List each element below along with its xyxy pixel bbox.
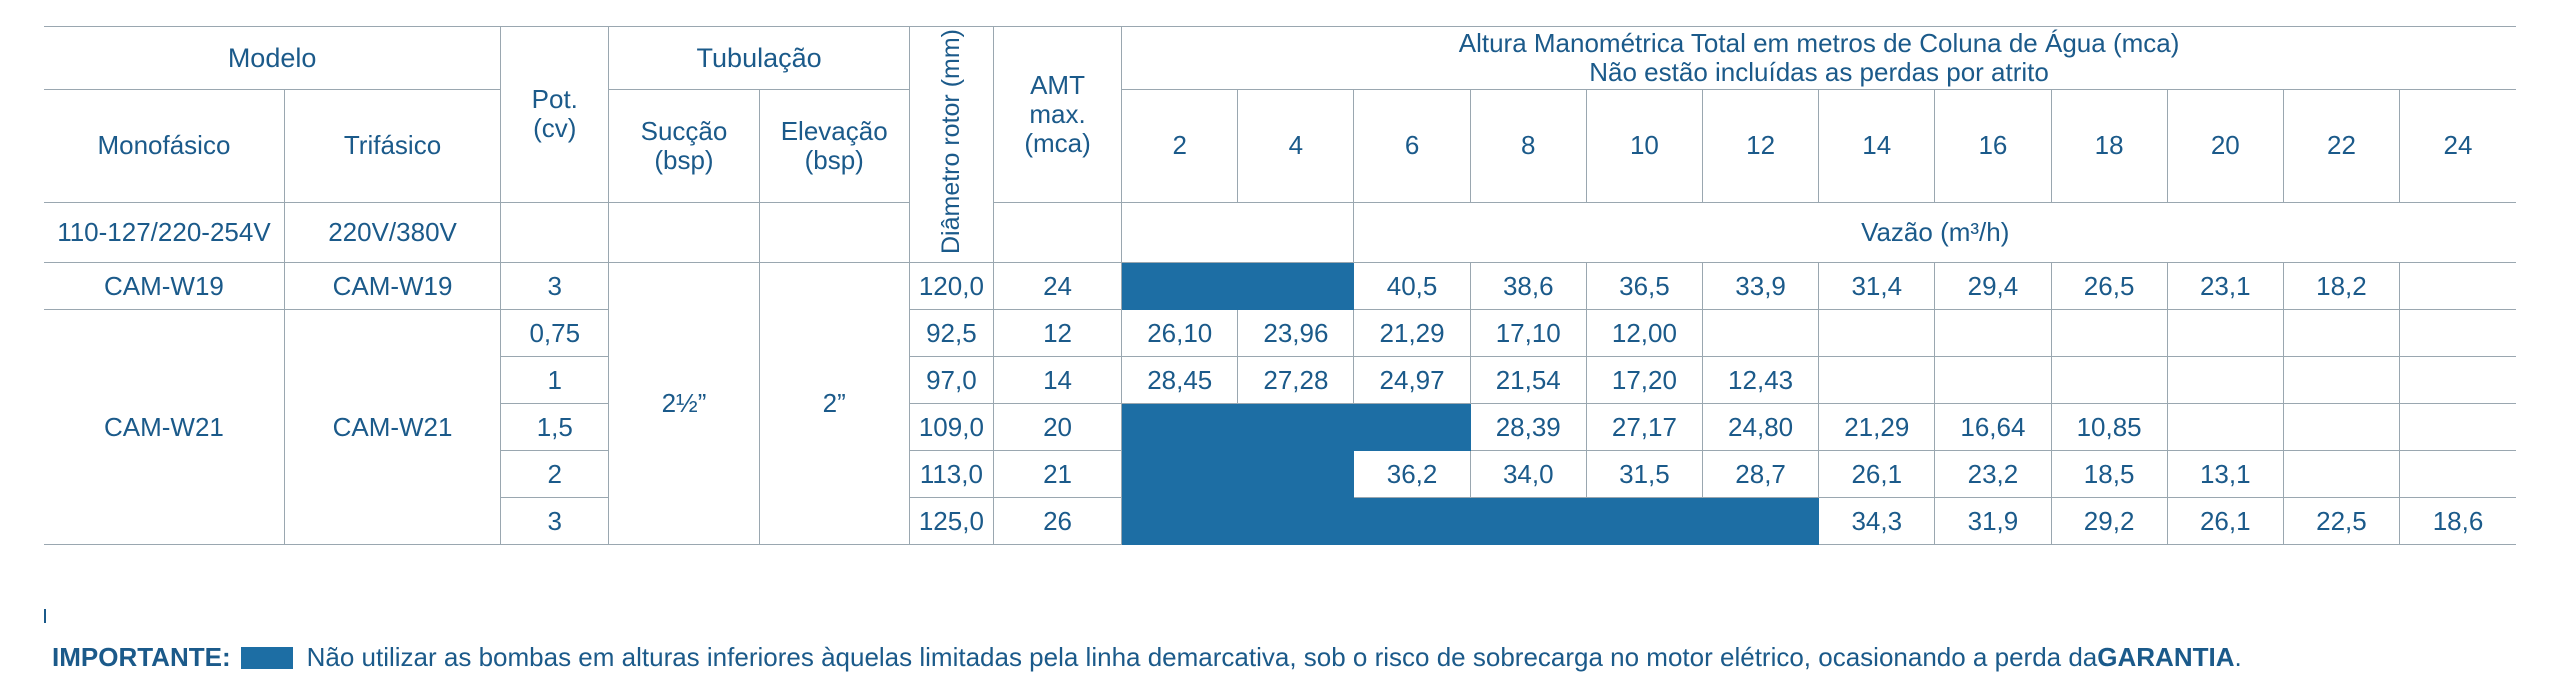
cell-vazao-10: 27,17 (1586, 404, 1702, 451)
cell-vazao-18: 18,5 (2051, 451, 2167, 498)
header-succao-line1: Sucção (640, 115, 728, 146)
cell-vazao-20 (2167, 357, 2283, 404)
header-mca-14: 14 (1819, 90, 1935, 202)
spacer-vazao-left (1122, 202, 1354, 263)
cell-vazao-6: 24,97 (1354, 357, 1470, 404)
cell-amt: 14 (993, 357, 1121, 404)
header-row-groups (44, 27, 2516, 90)
cell-diametro: 97,0 (909, 357, 993, 404)
cell-vazao-14: 21,29 (1819, 404, 1935, 451)
legend-color-swatch (241, 647, 293, 669)
cell-vazao-24 (2400, 451, 2516, 498)
header-modelo: Modelo (44, 27, 501, 90)
header-trifasico: Trifásico (284, 90, 500, 202)
cell-vazao-22 (2283, 451, 2399, 498)
cell-vazao-2 (1122, 498, 1238, 545)
cell-vazao-8: 17,10 (1470, 310, 1586, 357)
spacer-pot (501, 202, 609, 263)
cell-vazao-6: 36,2 (1354, 451, 1470, 498)
header-pot-line1: Pot. (531, 84, 578, 115)
cell-vazao-24: 18,6 (2400, 498, 2516, 545)
cell-vazao-8: 38,6 (1470, 263, 1586, 310)
cell-vazao-2: 26,10 (1122, 310, 1238, 357)
cell-pot: 1,5 (501, 404, 609, 451)
header-tubulacao: Tubulação (609, 27, 909, 90)
header-amt-line3: (mca) (1024, 127, 1091, 158)
cell-vazao-24 (2400, 310, 2516, 357)
cell-vazao-6 (1354, 498, 1470, 545)
cell-vazao-12: 12,43 (1703, 357, 1819, 404)
header-amt-line2: max. (1029, 98, 1086, 129)
cell-vazao-16: 29,4 (1935, 263, 2051, 310)
cell-diametro: 125,0 (909, 498, 993, 545)
pump-specification-table (44, 26, 2516, 545)
header-elevacao-line1: Elevação (780, 115, 888, 146)
cell-vazao-22 (2283, 404, 2399, 451)
cell-vazao-8: 28,39 (1470, 404, 1586, 451)
cell-amt: 21 (993, 451, 1121, 498)
header-mca-10: 10 (1586, 90, 1702, 202)
cell-vazao-4 (1238, 451, 1354, 498)
header-pot-line2: (cv) (533, 113, 577, 144)
cell-vazao-10: 17,20 (1586, 357, 1702, 404)
cell-vazao-14: 26,1 (1819, 451, 1935, 498)
spacer-amt (993, 202, 1121, 263)
cell-elevacao: 2” (759, 263, 909, 545)
cell-vazao-2 (1122, 451, 1238, 498)
cell-vazao-6: 21,29 (1354, 310, 1470, 357)
cell-vazao-14: 34,3 (1819, 498, 1935, 545)
cell-vazao-20: 13,1 (2167, 451, 2283, 498)
header-row-voltages (44, 202, 2516, 263)
cell-vazao-2: 28,45 (1122, 357, 1238, 404)
header-altura-line1: Altura Manométrica Total em metros de Coluna de Água (mca) (1458, 28, 2180, 58)
cell-vazao-16 (1935, 310, 2051, 357)
table-row (44, 263, 2516, 310)
cell-vazao-18 (2051, 357, 2167, 404)
cell-vazao-16: 31,9 (1935, 498, 2051, 545)
header-altura-line2: Não estão incluídas as perdas por atrito (1589, 57, 2049, 88)
header-elevacao (759, 90, 909, 202)
cell-vazao-18: 10,85 (2051, 404, 2167, 451)
cell-pot: 2 (501, 451, 609, 498)
warranty-word: GARANTIA (2097, 642, 2235, 672)
cell-vazao-4: 27,28 (1238, 357, 1354, 404)
cell-vazao-24 (2400, 263, 2516, 310)
cell-pot: 1 (501, 357, 609, 404)
cell-diametro: 113,0 (909, 451, 993, 498)
header-row-subnames (44, 90, 2516, 202)
cell-diametro: 120,0 (909, 263, 993, 310)
header-altura-manometrica (1122, 27, 2516, 90)
cell-vazao-10: 36,5 (1586, 263, 1702, 310)
cell-vazao-14: 31,4 (1819, 263, 1935, 310)
header-succao-line2: (bsp) (654, 144, 714, 175)
header-mca-20: 20 (2167, 90, 2283, 202)
header-diametro-rotor-label: Diâmetro rotor (mm) (936, 29, 965, 255)
header-succao (609, 90, 759, 202)
cell-vazao-12: 24,80 (1703, 404, 1819, 451)
cell-vazao-4 (1238, 404, 1354, 451)
cell-vazao-18 (2051, 310, 2167, 357)
important-text-end: . (2234, 642, 2242, 672)
cell-amt: 12 (993, 310, 1121, 357)
header-mca-12: 12 (1703, 90, 1819, 202)
important-note (52, 642, 2242, 673)
cell-vazao-14 (1819, 310, 1935, 357)
header-mca-8: 8 (1470, 90, 1586, 202)
cell-pot: 3 (501, 263, 609, 310)
cell-vazao-18: 29,2 (2051, 498, 2167, 545)
cell-vazao-4: 23,96 (1238, 310, 1354, 357)
spacer-succao (609, 202, 759, 263)
cell-succao: 2½” (609, 263, 759, 545)
cell-vazao-6: 40,5 (1354, 263, 1470, 310)
important-text: Não utilizar as bombas em alturas inferiores àquelas limitadas pela linha demarcativa, sob o risco de sobrecarga no motor elétrico, ocasionando a perda da (306, 642, 2098, 672)
header-mca-4: 4 (1238, 90, 1354, 202)
header-elevacao-line2: (bsp) (804, 144, 864, 175)
cell-vazao-4 (1238, 498, 1354, 545)
cell-vazao-8 (1470, 498, 1586, 545)
header-mca-18: 18 (2051, 90, 2167, 202)
header-mca-16: 16 (1935, 90, 2051, 202)
header-mca-24: 24 (2400, 90, 2516, 202)
cell-monofasico: CAM-W19 (44, 263, 284, 310)
cell-vazao-12: 28,7 (1703, 451, 1819, 498)
cell-monofasico: CAM-W21 (44, 310, 284, 545)
cell-vazao-14 (1819, 357, 1935, 404)
cell-vazao-20: 23,1 (2167, 263, 2283, 310)
cell-diametro: 92,5 (909, 310, 993, 357)
cell-trifasico: CAM-W21 (284, 310, 500, 545)
cell-vazao-8: 34,0 (1470, 451, 1586, 498)
cell-trifasico: CAM-W19 (284, 263, 500, 310)
header-mca-2: 2 (1122, 90, 1238, 202)
cell-vazao-10: 31,5 (1586, 451, 1702, 498)
cell-diametro: 109,0 (909, 404, 993, 451)
header-diametro-rotor (909, 27, 993, 263)
cell-pot: 0,75 (501, 310, 609, 357)
header-monofasico-voltage: 110-127/220-254V (44, 202, 284, 263)
margin-tick (44, 609, 46, 623)
cell-vazao-20: 26,1 (2167, 498, 2283, 545)
cell-pot: 3 (501, 498, 609, 545)
spacer-elevacao (759, 202, 909, 263)
cell-amt: 24 (993, 263, 1121, 310)
cell-amt: 26 (993, 498, 1121, 545)
header-pot (501, 27, 609, 203)
cell-vazao-6 (1354, 404, 1470, 451)
cell-vazao-8: 21,54 (1470, 357, 1586, 404)
cell-vazao-18: 26,5 (2051, 263, 2167, 310)
cell-vazao-4 (1238, 263, 1354, 310)
cell-vazao-24 (2400, 357, 2516, 404)
cell-vazao-2 (1122, 404, 1238, 451)
cell-vazao-2 (1122, 263, 1238, 310)
cell-vazao-22: 18,2 (2283, 263, 2399, 310)
header-trifasico-voltage: 220V/380V (284, 202, 500, 263)
cell-vazao-12: 33,9 (1703, 263, 1819, 310)
cell-vazao-24 (2400, 404, 2516, 451)
header-amt-line1: AMT (1030, 69, 1085, 100)
cell-vazao-16: 23,2 (1935, 451, 2051, 498)
cell-vazao-22: 22,5 (2283, 498, 2399, 545)
cell-vazao-20 (2167, 310, 2283, 357)
table-row (44, 310, 2516, 357)
cell-vazao-20 (2167, 404, 2283, 451)
cell-vazao-12 (1703, 498, 1819, 545)
cell-vazao-10: 12,00 (1586, 310, 1702, 357)
cell-vazao-22 (2283, 310, 2399, 357)
cell-vazao-16 (1935, 357, 2051, 404)
important-label: IMPORTANTE: (52, 642, 231, 672)
cell-vazao-16: 16,64 (1935, 404, 2051, 451)
cell-vazao-22 (2283, 357, 2399, 404)
cell-vazao-12 (1703, 310, 1819, 357)
header-mca-6: 6 (1354, 90, 1470, 202)
table-head (44, 27, 2516, 263)
cell-vazao-10 (1586, 498, 1702, 545)
header-vazao: Vazão (m³/h) (1354, 202, 2516, 263)
header-amt-max (993, 27, 1121, 203)
header-mca-22: 22 (2283, 90, 2399, 202)
cell-amt: 20 (993, 404, 1121, 451)
table-body (44, 263, 2516, 545)
header-monofasico: Monofásico (44, 90, 284, 202)
